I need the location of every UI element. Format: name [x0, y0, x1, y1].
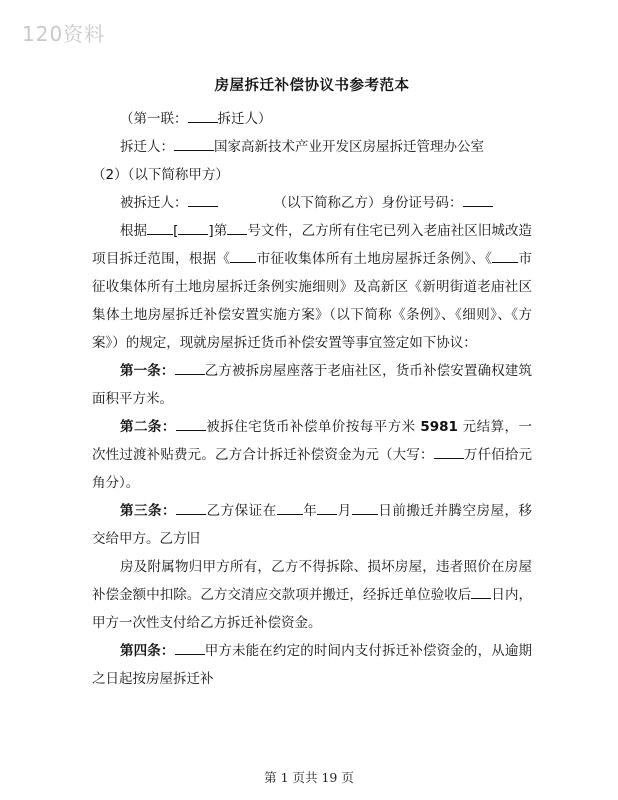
blank-field: [178, 218, 208, 235]
blank-field: [175, 638, 205, 655]
blank-field: [176, 498, 206, 515]
copy-line-pre: （第一联：: [120, 111, 188, 127]
article-3-label: 第三条：: [120, 503, 177, 519]
copy-line: [92, 105, 532, 133]
blank-field: [188, 190, 218, 207]
article-2-text: 元结算，一次性过渡补贴费元。乙方合计拆迁补偿资金为元（大写：: [92, 419, 533, 463]
page-footer: 第 1 页共 19 页: [264, 770, 354, 785]
demolisher-name: 国家高新技术产业开发区房屋拆迁管理办公室: [214, 139, 484, 155]
article-1-label: 第一条：: [120, 363, 175, 379]
document-title: 房屋拆迁补偿协议书参考范本: [214, 78, 410, 94]
article-4-text: 甲方未能在约定的时间内支付拆迁补偿资金的，从逾期之日起按房屋拆迁补: [92, 643, 533, 687]
article-3-text: 月: [337, 503, 352, 519]
basis-text: [: [173, 223, 179, 239]
party-a-note: （2）（以下简称甲方）: [92, 167, 229, 183]
property-text: 日内，甲方一次性支付给乙方拆迁补偿资金。: [92, 587, 533, 631]
blank-field: [174, 134, 214, 151]
copy-line-post: 拆迁人）: [217, 111, 272, 127]
blank-field: [317, 498, 337, 515]
blank-field: [277, 498, 303, 515]
demolishee-id-label: （以下简称乙方）身份证号码：: [273, 195, 463, 211]
article-3-text: 年: [302, 503, 318, 519]
article-2-price: 5981: [420, 419, 458, 435]
blank-field: [188, 106, 218, 123]
blank-field: [352, 498, 378, 515]
article-3-text: 日前搬迁并腾空房屋，移交给甲方。乙方旧: [92, 503, 533, 547]
demolisher-label: 拆迁人：: [120, 139, 174, 155]
blank-field: [175, 358, 205, 375]
demolishee-line: [92, 189, 532, 217]
blank-field: [230, 246, 256, 263]
demolisher-line: [92, 133, 532, 161]
blank-field: [471, 582, 491, 599]
article-1-text: 乙方被拆房屋座落于老庙社区，货币补偿安置确权建筑面积平方米。: [92, 363, 533, 407]
article-2-text: 被拆住宅货币补偿单价按每平方米: [205, 419, 421, 435]
article-3: [92, 497, 532, 553]
paragraph-property: [92, 553, 532, 637]
blank-field: [463, 190, 493, 207]
article-2-label: 第二条：: [120, 419, 176, 435]
article-2-text: 万仟佰拾元角分）。: [92, 447, 533, 491]
blank-field: [147, 218, 173, 235]
article-4: [92, 637, 532, 693]
basis-text: ]第: [208, 223, 228, 239]
blank-field: [176, 414, 206, 431]
watermark: 120资料: [22, 22, 106, 46]
blank-field: [434, 442, 464, 459]
basis-text: 市征收集体所有土地房屋拆迁条例实施细则》及高新区《新明街道老庙社区集体土地房屋拆迁补偿安置实施方案》（以下简称《条例》、《细则》、《方案》）的规定，现就房屋拆迁货币补偿安置等事宜签定如下协议：: [92, 251, 533, 351]
article-1: [92, 357, 532, 413]
document-page: [92, 74, 532, 693]
blank-field: [492, 246, 518, 263]
article-4-label: 第四条：: [120, 643, 175, 659]
article-3-text: 乙方保证在: [206, 503, 277, 519]
basis-text: 根据: [120, 223, 148, 239]
demolishee-label: 被拆迁人：: [120, 195, 188, 211]
blank-field: [227, 218, 247, 235]
basis-text: 市征收集体所有土地房屋拆迁条例》、《: [256, 251, 493, 267]
basis-paragraph: [92, 217, 532, 357]
basis-text: 号文件，乙方所有住宅已列入老庙社区旧城改造项目拆迁范围，根据《: [92, 223, 533, 267]
article-2: [92, 413, 532, 497]
property-text: 房及附属物归甲方所有，乙方不得拆除、损坏房屋，违者照价在房屋补偿金额中扣除。乙方交清应交款项并搬迁，经拆迁单位验收后: [92, 559, 532, 603]
